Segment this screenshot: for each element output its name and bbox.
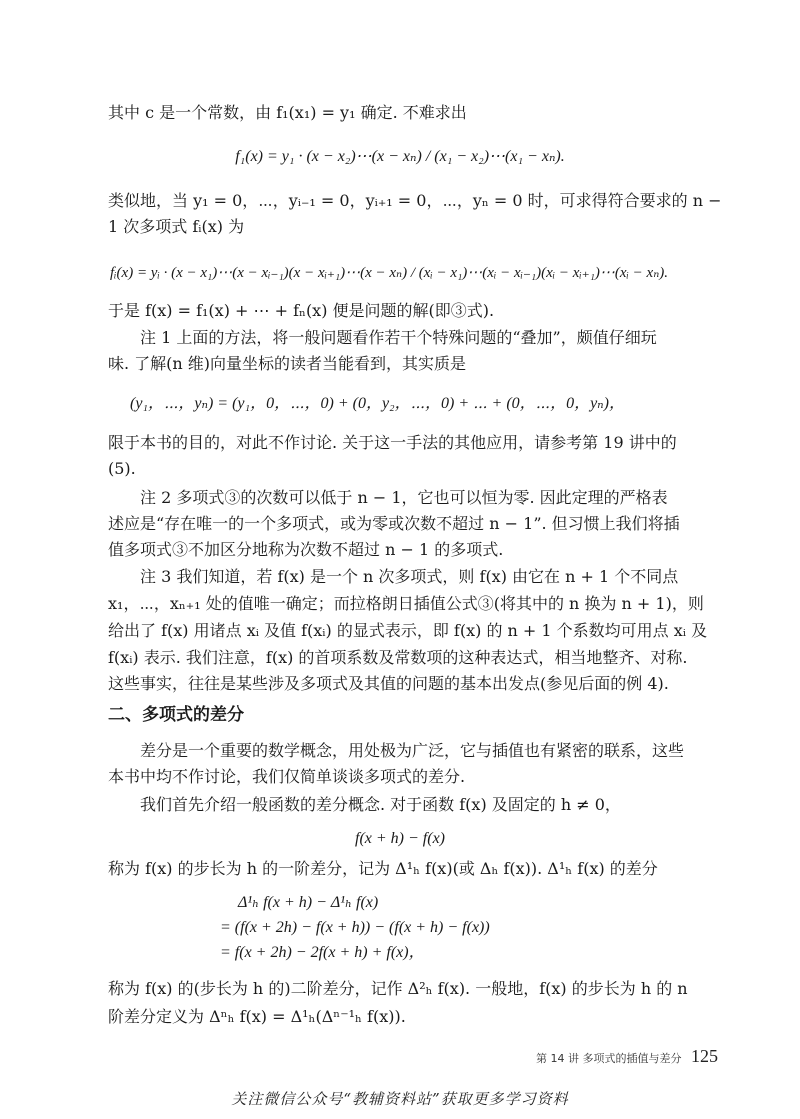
formula-line: = (f(x + 2h) − f(x + h)) − (f(x + h) − f(x)) [220, 919, 490, 936]
watermark-text: 关注微信公众号“教辅资料站”获取更多学习资料 [231, 1090, 569, 1108]
note-1: 注 1 上面的方法，将一般问题看作若干个特殊问题的“叠加”，颇值仔细玩 [140, 328, 657, 347]
note-3: 注 3 我们知道，若 f(x) 是一个 n 次多项式，则 f(x) 由它在 n + 1 个不同点 [140, 567, 679, 586]
formula-line: Δ¹ₕ f(x + h) − Δ¹ₕ f(x) [238, 894, 379, 911]
text-line: 阶差分定义为 Δⁿₕ f(x) = Δ¹ₕ(Δⁿ⁻¹ₕ f(x)). [108, 1007, 406, 1026]
text-line: 味. 了解(n 维)向量坐标的读者当能看到，其实质是 [108, 354, 467, 373]
text-line: 于是 f(x) = f₁(x) + ⋯ + fₙ(x) 便是问题的解(即③式). [108, 301, 495, 320]
page-number: 125 [691, 1046, 718, 1066]
text-line: 其中 c 是一个常数，由 f₁(x₁) = y₁ 确定. 不难求出 [108, 103, 467, 122]
formula-f1: f₁(x) = y₁ · (x − x₂)⋯(x − xₙ) / (x₁ − x₂)⋯(x₁ − xₙ). [235, 148, 565, 165]
text-line: 我们首先介绍一般函数的差分概念. 对于函数 f(x) 及固定的 h ≠ 0， [140, 795, 621, 814]
text-line: 给出了 f(x) 用诸点 xᵢ 及值 f(xᵢ) 的显式表示，即 f(x) 的 n + 1 个系数均可用点 xᵢ 及 [108, 621, 708, 640]
note-2: 注 2 多项式③的次数可以低于 n − 1，它也可以恒为零. 因此定理的严格表 [140, 488, 668, 507]
text-line: 1 次多项式 fᵢ(x) 为 [108, 217, 245, 236]
text-line: 类似地，当 y₁ = 0，⋯，yᵢ₋₁ = 0，yᵢ₊₁ = 0，⋯，yₙ = 0 时，可求得符合要求的 n − [108, 191, 722, 210]
text-line: 称为 f(x) 的步长为 h 的一阶差分，记为 Δ¹ₕ f(x)(或 Δₕ f(x)). Δ¹ₕ f(x) 的差分 [108, 859, 658, 878]
text-line: 限于本书的目的，对此不作讨论. 关于这一手法的其他应用，请参考第 19 讲中的 [108, 433, 677, 452]
text-line: (5). [108, 459, 136, 478]
page-footer [536, 1046, 718, 1067]
text-line: f(xᵢ) 表示. 我们注意，f(x) 的首项系数及常数项的这种表达式，相当地整齐、对称. [108, 648, 688, 667]
section-heading: 二、多项式的差分 [108, 705, 244, 725]
formula-line: = f(x + 2h) − 2f(x + h) + f(x)， [220, 944, 425, 961]
text-line: 差分是一个重要的数学概念，用处极为广泛，它与插值也有紧密的联系，这些 [140, 741, 685, 760]
formula-vector: (y₁，⋯，yₙ) = (y₁，0，⋯，0) + (0，y₂，⋯，0) + ⋯ + (0，⋯，0，yₙ)， [130, 395, 625, 412]
formula-fi: fᵢ(x) = yᵢ · (x − x₁)⋯(x − xᵢ₋₁)(x − xᵢ₊₁)⋯(x − xₙ) / (xᵢ − x₁)⋯(xᵢ − xᵢ₋₁)(xᵢ − xᵢ₊₁)⋯(xᵢ − xₙ). [110, 265, 669, 281]
text-line: x₁，⋯，xₙ₊₁ 处的值唯一确定；而拉格朗日插值公式③(将其中的 n 换为 n + 1)，则 [108, 594, 704, 613]
text-line: 本书中均不作讨论，我们仅简单谈谈多项式的差分. [108, 767, 466, 786]
text-line: 这些事实，往往是某些涉及多项式及其值的问题的基本出发点(参见后面的例 4). [108, 674, 669, 693]
footer-chapter: 第 14 讲 多项式的插值与差分 [536, 1052, 682, 1065]
text-line: 称为 f(x) 的(步长为 h 的)二阶差分，记作 Δ²ₕ f(x). 一般地，f(x) 的步长为 h 的 n [108, 979, 688, 998]
text-line: 值多项式③不加区分地称为次数不超过 n − 1 的多项式. [108, 540, 504, 559]
formula-difference: f(x + h) − f(x) [355, 830, 445, 847]
text-line: 述应是“存在唯一的一个多项式，或为零或次数不超过 n − 1”. 但习惯上我们将插 [108, 514, 680, 533]
